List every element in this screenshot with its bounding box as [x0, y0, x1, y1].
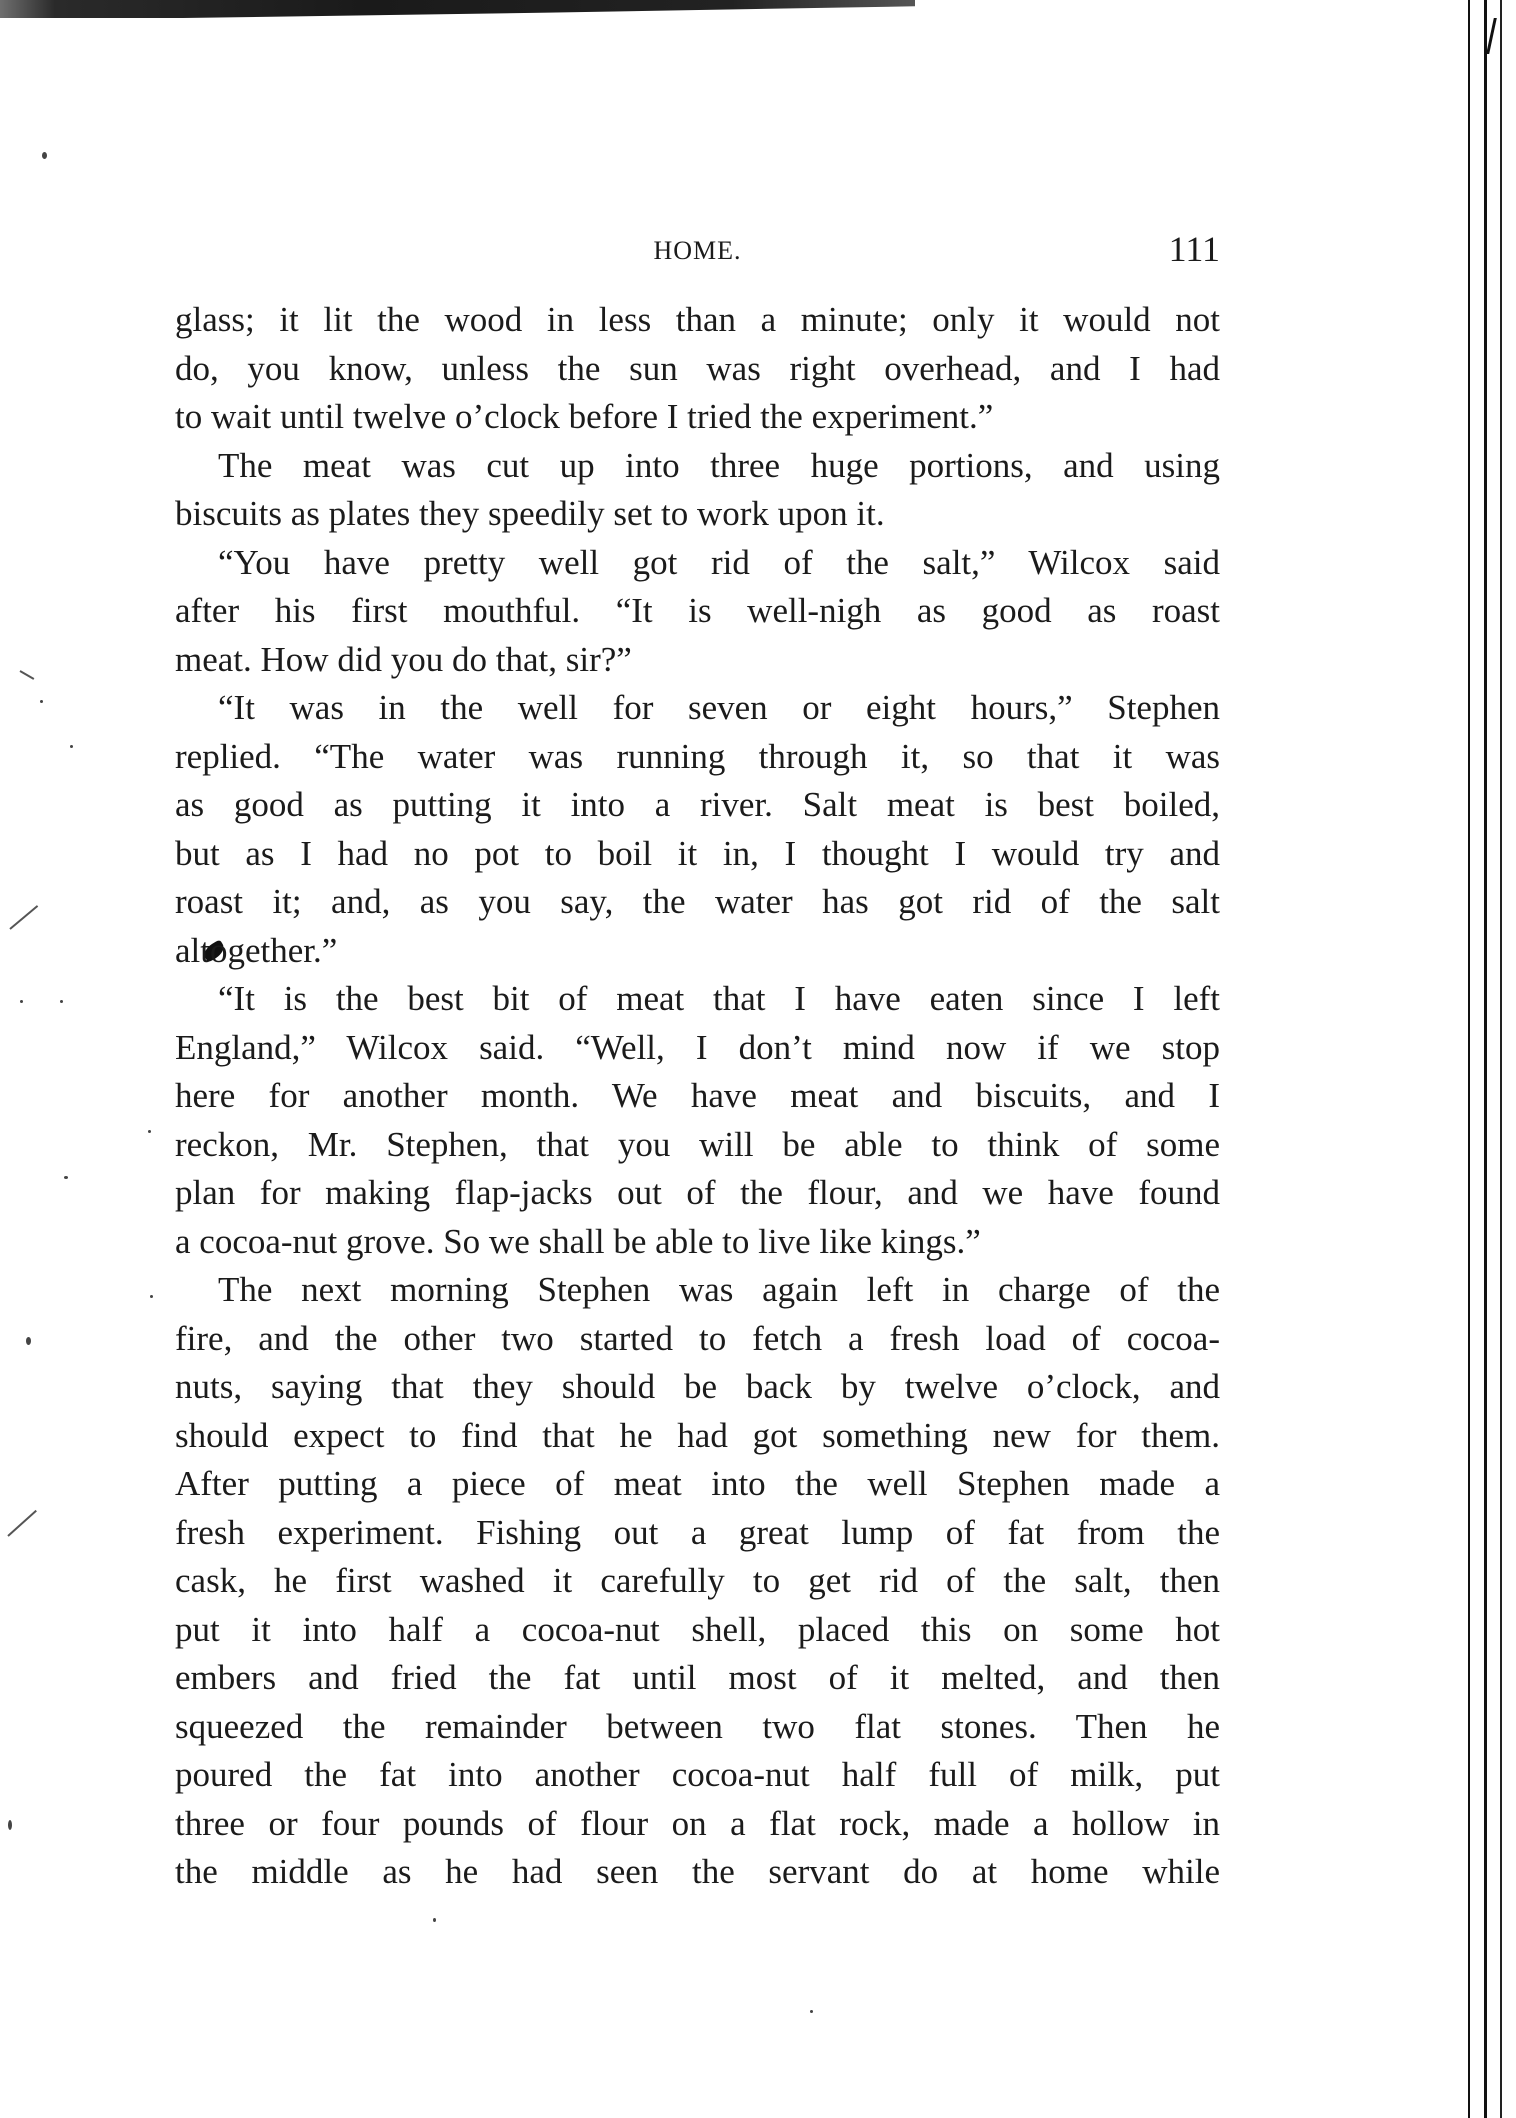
scan-speck	[26, 1337, 31, 1345]
text-line: three or four pounds of flour on a flat rock, made a hollow in	[175, 1803, 1220, 1843]
page-edge-line	[1500, 0, 1502, 2118]
text-line: to wait until twelve o’clock before I tried the experiment.”	[175, 397, 994, 436]
text-line: fresh experiment. Fishing out a great lump of fat from the	[175, 1512, 1220, 1552]
text-line: The next morning Stephen was again left in charge of the	[218, 1270, 1220, 1309]
text-line: nuts, saying that they should be back by twelve o’clock, and	[175, 1367, 1220, 1406]
scan-speck	[150, 1295, 153, 1298]
text-line: plan for making flap-jacks out of the flour, and we have found	[175, 1173, 1220, 1212]
scan-speck	[64, 1176, 68, 1179]
text-line: cask, he first washed it carefully to get rid of the salt, then	[175, 1561, 1220, 1600]
text-line: a cocoa-nut grove. So we shall be able to live like kings.”	[175, 1221, 981, 1261]
text-line: England,” Wilcox said. “Well, I don’t mind now if we stop	[175, 1027, 1220, 1067]
text-line: “You have pretty well got rid of the salt,” Wilcox said	[218, 542, 1220, 582]
text-line: replied. “The water was running through it, so that it was	[175, 736, 1220, 776]
scan-top-edge-shadow	[0, 0, 915, 18]
page-number: 111	[1168, 229, 1220, 269]
text-line: here for another month. We have meat and biscuits, and I	[175, 1076, 1220, 1115]
page-edge-line	[1484, 0, 1487, 2118]
text-line: meat. How did you do that, sir?”	[175, 639, 632, 679]
page-edge-mark	[1486, 18, 1507, 54]
running-head	[175, 228, 1220, 268]
scan-stroke	[7, 1510, 37, 1537]
text-line: after his first mouthful. “It is well-nigh as good as roast	[175, 591, 1220, 630]
scan-speck	[433, 1918, 436, 1922]
text-line: put it into half a cocoa-nut shell, placed this on some hot	[175, 1609, 1220, 1649]
text-line: as good as putting it into a river. Salt meat is best boiled,	[175, 785, 1220, 824]
text-line: fire, and the other two started to fetch a fresh load of cocoa-	[175, 1318, 1220, 1358]
text-line: do, you know, unless the sun was right overhead, and I had	[175, 348, 1220, 388]
text-line: squeezed the remainder between two flat stones. Then he	[175, 1706, 1220, 1746]
text-line: “It is the best bit of meat that I have eaten since I left	[218, 979, 1220, 1018]
text-line: the middle as he had seen the servant do at home while	[175, 1852, 1220, 1891]
text-line: reckon, Mr. Stephen, that you will be able to think of some	[175, 1124, 1220, 1164]
scan-speck	[70, 745, 73, 748]
text-line: glass; it lit the wood in less than a minute; only it would not	[175, 300, 1220, 339]
scan-stroke	[9, 905, 38, 930]
scan-speck	[8, 1820, 12, 1830]
text-line: poured the fat into another cocoa-nut half full of milk, put	[175, 1755, 1220, 1794]
text-line: After putting a piece of meat into the well Stephen made a	[175, 1464, 1220, 1503]
text-line: embers and fried the fat until most of it melted, and then	[175, 1658, 1220, 1697]
text-line: “It was in the well for seven or eight hours,” Stephen	[218, 688, 1220, 727]
scan-speck	[810, 2010, 813, 2013]
text-line: altogether.”	[175, 930, 338, 970]
body-text	[175, 296, 1220, 1897]
scan-speck	[60, 1000, 63, 1003]
scan-speck	[42, 152, 47, 159]
text-line: but as I had no pot to boil it in, I thought I would try and	[175, 833, 1220, 873]
scan-stroke	[20, 670, 35, 680]
page-edge-line	[1468, 0, 1470, 2118]
text-line: roast it; and, as you say, the water has got rid of the salt	[175, 882, 1220, 921]
running-title: HOME.	[653, 236, 742, 265]
text-line: should expect to find that he had got something new for them.	[175, 1415, 1220, 1455]
scan-speck	[148, 1130, 151, 1133]
text-line: biscuits as plates they speedily set to work upon it.	[175, 494, 885, 533]
scan-speck	[40, 700, 43, 703]
scan-speck	[20, 1000, 23, 1003]
text-line: The meat was cut up into three huge portions, and using	[218, 445, 1220, 485]
